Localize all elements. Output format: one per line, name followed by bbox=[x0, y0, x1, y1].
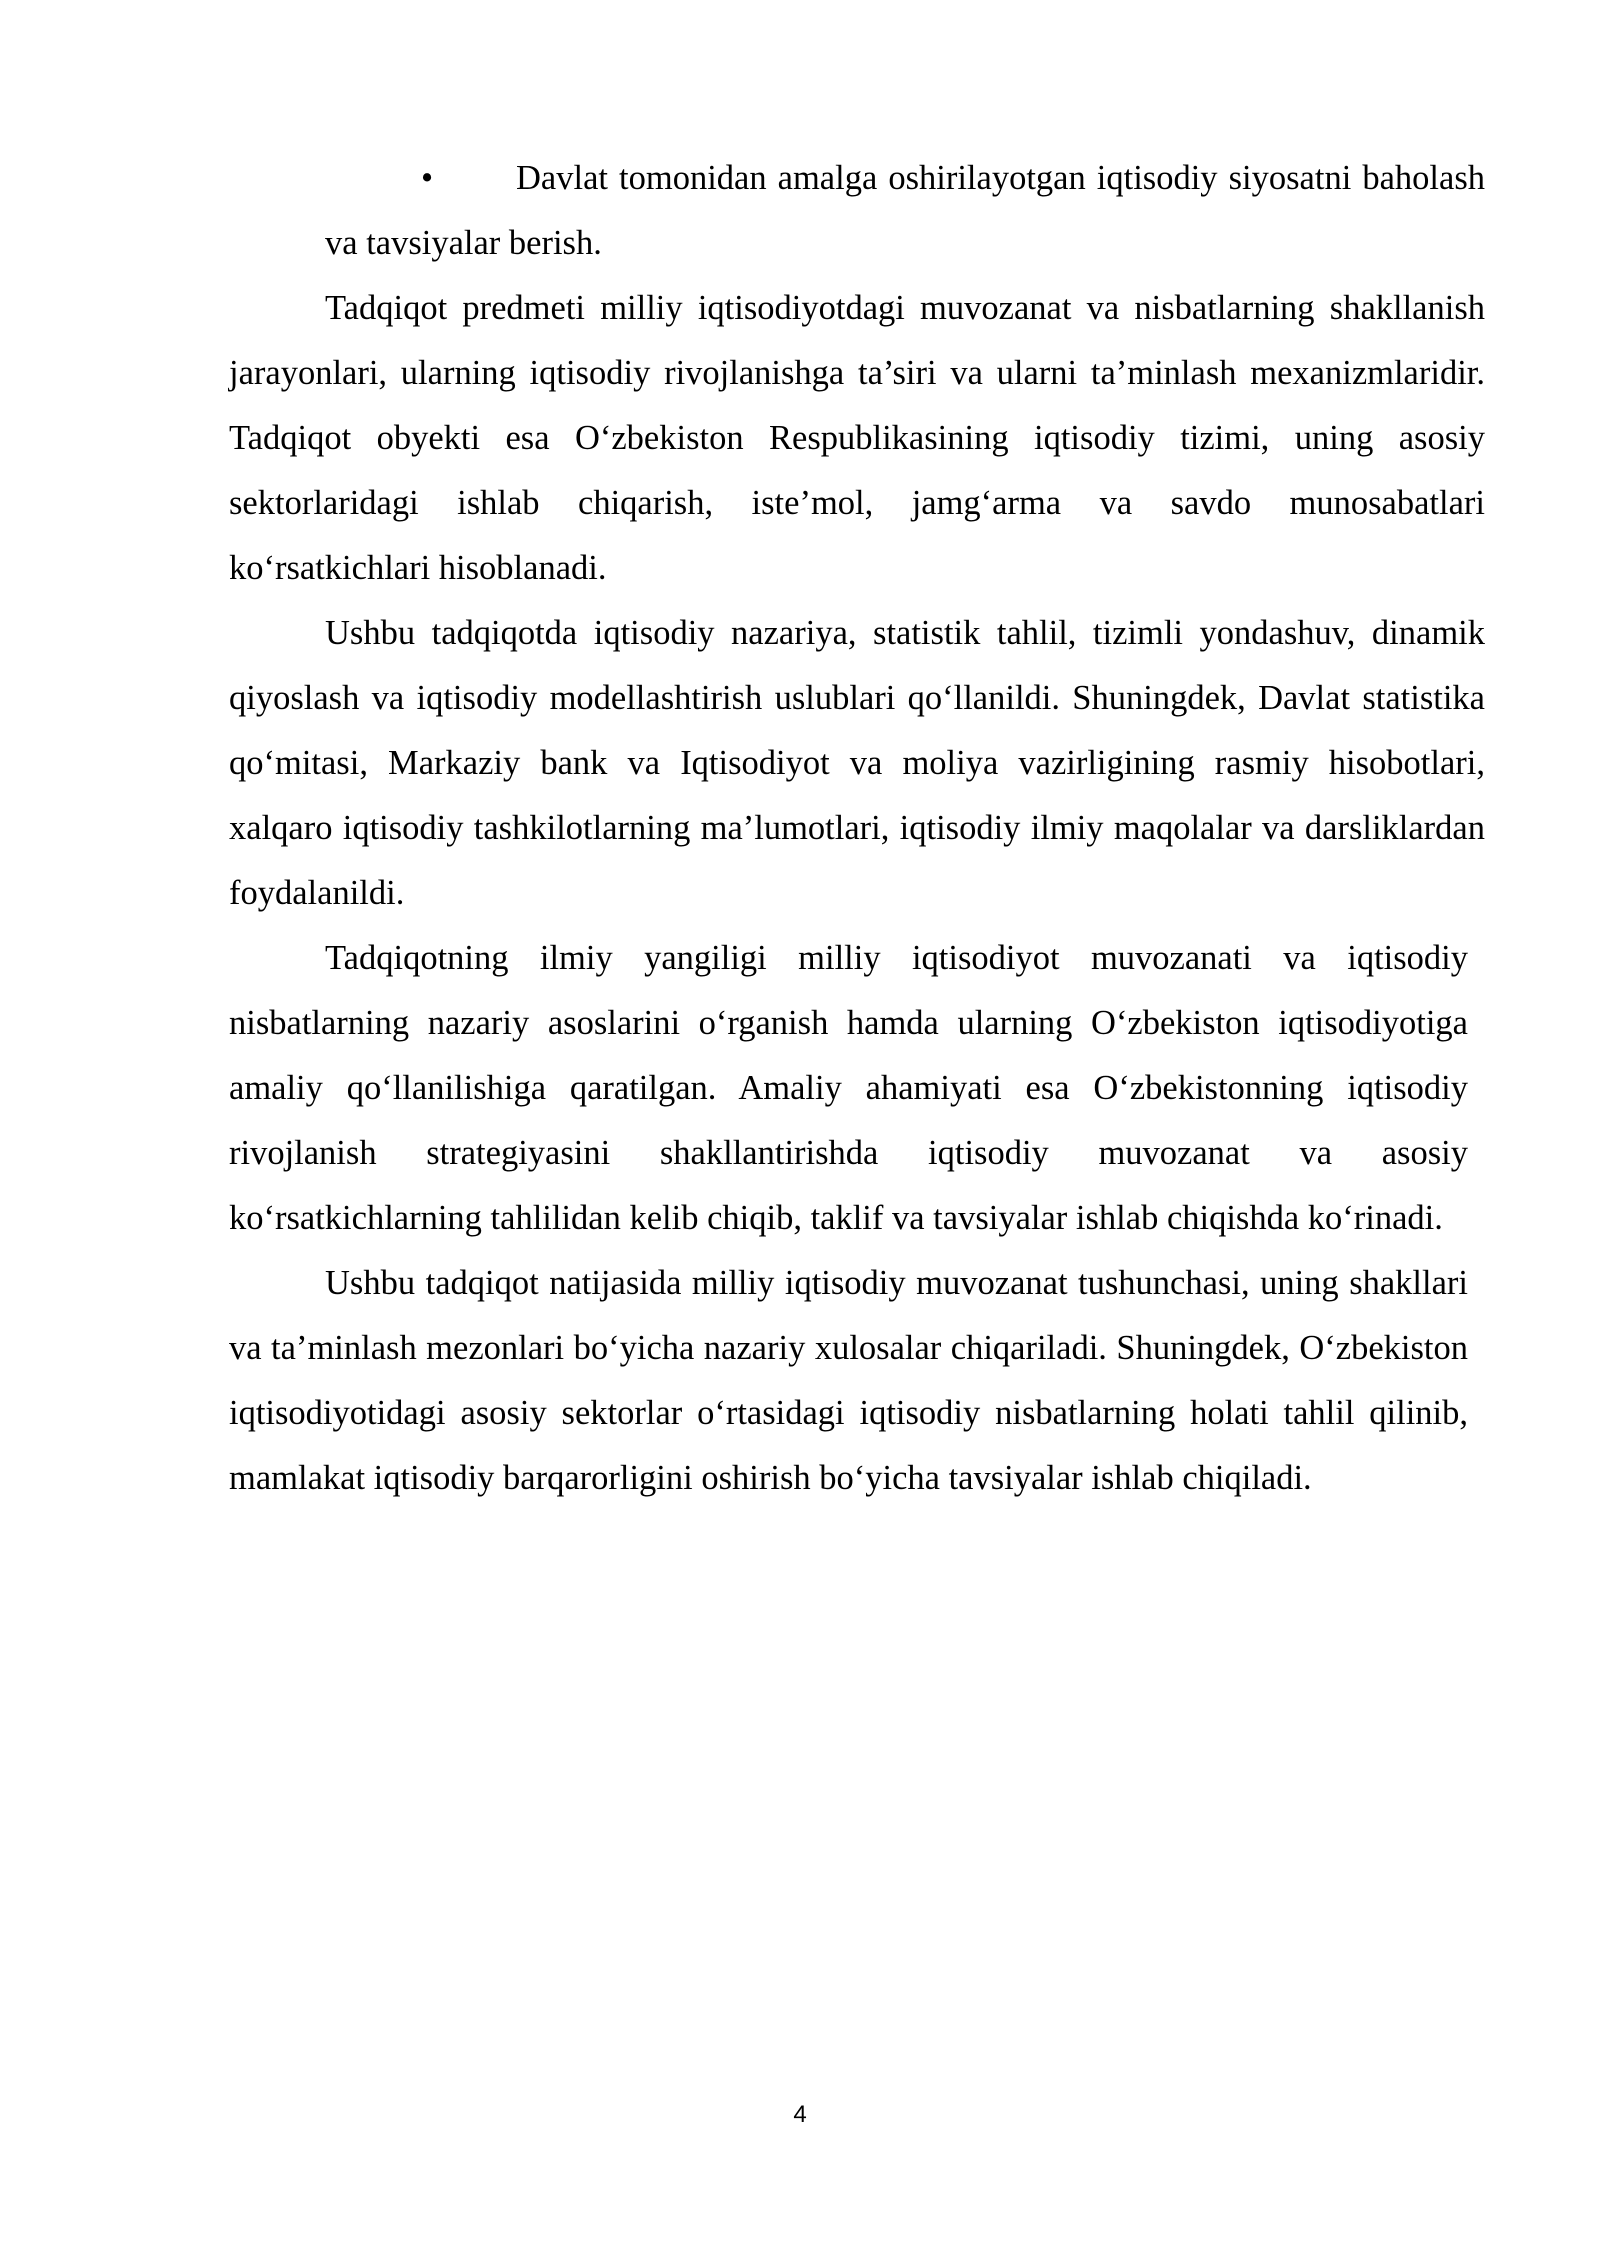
page-number: 4 bbox=[793, 2101, 807, 2128]
bullet-list-item bbox=[325, 146, 1485, 276]
bullet-text: Davlat tomonidan amalga oshirilayotgan iqtisodiy siyosatni baholash va tavsiyalar berish. bbox=[325, 159, 1485, 262]
body-text bbox=[229, 146, 1485, 1511]
paragraph-results: Ushbu tadqiqot natijasida milliy iqtisodiy muvozanat tushunchasi, uning shakllari va ta’minlash mezonlari bo‘yicha nazariy xulosalar chiqariladi. Shuningdek, O‘zbekiston iqtisodiyotidagi asosiy sektorlar o‘rtasidagi iqtisodiy nisbatlarning holati tahlil qilinib, mamlakat iqtisodiy barqarorligini oshirish bo‘yicha tavsiyalar ishlab chiqiladi. bbox=[229, 1264, 1468, 1497]
paragraph-research-subject: Tadqiqot predmeti milliy iqtisodiyotdagi muvozanat va nisbatlarning shakllanish jarayonlari, ularning iqtisodiy rivojlanishga ta’siri va ularni ta’minlash mexanizmlaridir. Tadqiqot obyekti esa O‘zbekiston Respublikasining iqtisodiy tizimi, uning asosiy sektorlaridagi ishlab chiqarish, iste’mol, jamg‘arma va savdo munosabatlari ko‘rsatkichlari hisoblanadi. bbox=[229, 289, 1485, 587]
paragraph-methods: Ushbu tadqiqotda iqtisodiy nazariya, statistik tahlil, tizimli yondashuv, dinamik qiyoslash va iqtisodiy modellashtirish uslublari qo‘llanildi. Shuningdek, Davlat statistika qo‘mitasi, Markaziy bank va Iqtisodiyot va moliya vazirligining rasmiy hisobotlari, xalqaro iqtisodiy tashkilotlarning ma’lumotlari, iqtisodiy ilmiy maqolalar va darsliklardan foydalanildi. bbox=[229, 614, 1485, 912]
paragraph-novelty: Tadqiqotning ilmiy yangiligi milliy iqtisodiyot muvozanati va iqtisodiy nisbatlarning nazariy asoslarini o‘rganish hamda ularning O‘zbekiston iqtisodiyotiga amaliy qo‘llanilishiga qaratilgan. Amaliy ahamiyati esa O‘zbekistonning iqtisodiy rivojlanish strategiyasini shakllantirishda iqtisodiy muvozanat va asosiy ko‘rsatkichlarning tahlilidan kelib chiqib, taklif va tavsiyalar ishlab chiqishda ko‘rinadi. bbox=[229, 939, 1468, 1237]
bullet-marker: • bbox=[421, 159, 434, 197]
